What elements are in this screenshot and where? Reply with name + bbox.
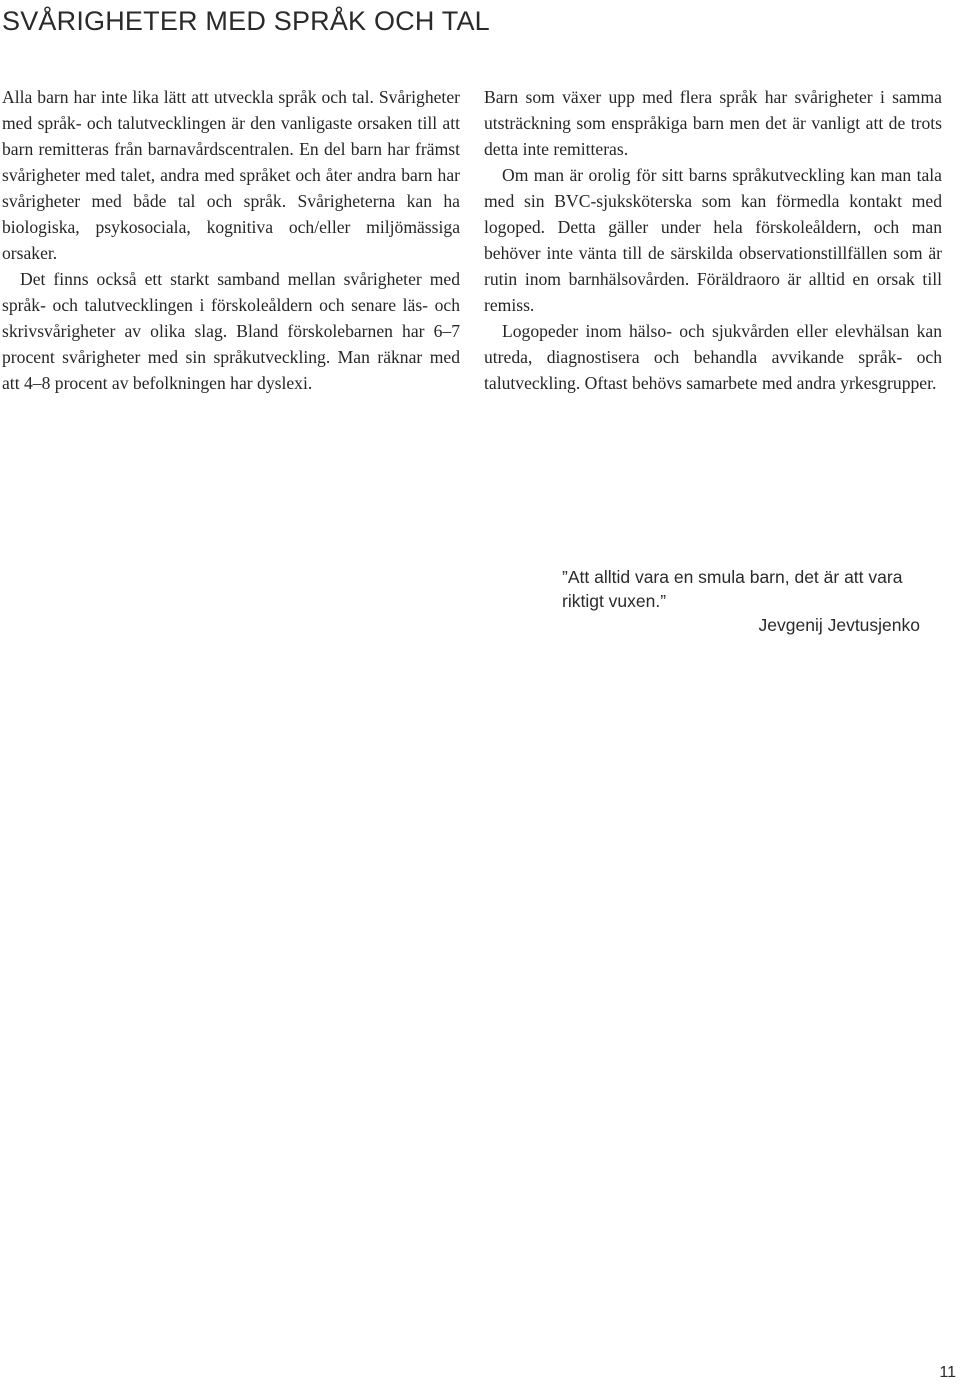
page-number: 11	[939, 1364, 956, 1381]
body-paragraph: Barn som växer upp med flera språk har svårigheter i samma utsträckning som enspråkiga barn men det är vanligt att de trots detta inte remitteras.	[484, 87, 942, 159]
body-paragraph: Logopeder inom hälso- och sjukvården eller elevhälsan kan utreda, diagnostisera och behandla avvikande språk- och talutveckling. Oftast behövs samarbete med andra yrkesgrupper.	[484, 321, 942, 393]
right-text-column	[484, 84, 942, 396]
body-paragraph: Det finns också ett starkt samband mellan svårigheter med språk- och talutvecklingen i förskoleåldern och senare läs- och skrivsvårigheter av olika slag. Bland förskolebarnen har 6–7 procent svårigheter med sin språkutveckling. Man räknar med att 4–8 procent av befolkningen har dyslexi.	[2, 269, 460, 393]
body-paragraph: Om man är orolig för sitt barns språkutveckling kan man tala med sin BVC-sjuksköterska som kan förmedla kontakt med logoped. Detta gäller under hela förskoleåldern, och man behöver inte vänta till de särskilda observationstillfällen som är rutin inom barnhälsovården. Föräldraoro är alltid en orsak till remiss.	[484, 165, 942, 315]
page-title: SVÅRIGHETER MED SPRÅK OCH TAL	[2, 6, 490, 36]
pull-quote	[562, 565, 934, 637]
quote-text: ”Att alltid vara en smula barn, det är att vara riktigt vuxen.”	[562, 567, 903, 611]
quote-author: Jevgenij Jevtusjenko	[758, 615, 920, 635]
body-paragraph: Alla barn har inte lika lätt att utveckla språk och tal. Svårigheter med språk- och talutvecklingen är den vanligaste orsaken till att barn remitteras från barnavårdscentralen. En del barn har främst svårigheter med talet, andra med språket och åter andra barn har svårigheter med både tal och språk. Svårigheterna kan ha biologiska, psykosociala, kognitiva och/eller miljömässiga orsaker.	[2, 87, 460, 263]
left-text-column	[2, 84, 460, 396]
